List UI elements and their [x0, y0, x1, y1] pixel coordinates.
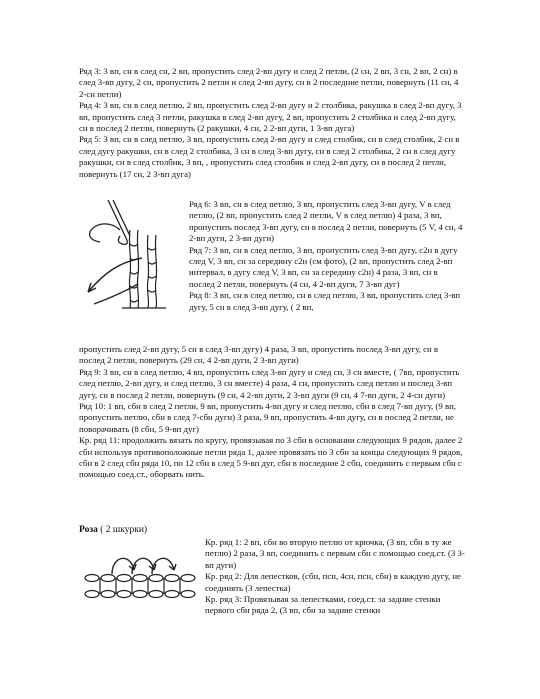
rose-row-3-text: Кр. ряд 3: Провязывая за лепестками, соед.ст. за задние стенки первого сбн ряда 2, (3 вп, сбн за задние стенки — [205, 594, 441, 616]
rose-row-1-text: Кр. ряд 1: 2 вп, сбн во вторую петлю от крючка, (3 вп, сбн в ту же петлю) 2 раза, 3 вп, соединить с первым сбн с помощью соед.ст. (3 3-вп дуги) — [205, 537, 465, 570]
row-9-text: Ряд 9: 3 вп, сн в след петлю, 4 вп, пропустить след 3-вп дугу и след сн, 3 сн вместе, ( 7вп, пропустить след петлю, 2-вп дугу, и след петлю, 3 сн вместе) 4 раза, 4 сн, пропустить след петлю и послед 3-вп дугу, сн в послед 2 петли, повернуть (9 сн, 4 2-вп дуги, 2 3-вп дуги (9 сн, 4 7-вп дуги, 2 4-сн дуги) — [79, 366, 460, 400]
row-8-continuation-text: пропустить след 2-вп дугу, 5 сн в след 3-вп дугу) 4 раза, 3 вп, пропустить послед 3-вп дугу, сн в послед 2 петли, повернуть (29 сн, 4 2-вп дуги, 2 3-вп дуги) — [79, 344, 439, 366]
rose-stitch-illustration — [82, 548, 197, 610]
row-11-text: Кр. ряд 11: продолжить вязать по кругу, провязывая по 3 сбн в основании следующих 9 рядов, далее 2 сбн используя противоположные петли ряда 1, далее провязать по 3 сбн за концы следующих 9 рядов, сбн в 2 след сбн ряда 10, по 12 сбн в след 5 9-вп дуг, сбн в последние 2 сбн, соединить с первым сбн с помощью соед.ст., оборвать нить. — [79, 435, 463, 480]
crochet-hook-illustration — [80, 200, 182, 310]
row-4-text: Ряд 4: 3 вп, сн в след петлю, 2 вп, пропустить след 2-вп дугу и 2 столбика, ракушка в след 2-вп дугу, 3 вп, пропустить след 3 петли, ракушка в след 2-вп дугу, 2 вп, пропустить 2 столбика и след 2-вп дугу, сн в послед 2 петли, повернуть (2 ракушки, 4 сн, 2 2-вп дуги, 1 3-вп дуга) — [79, 100, 462, 134]
row-10-text: Ряд 10: 1 вп, сбн в след 2 петли, 9 вп, пропустить 4-вп дугу и след петлю, сбн в след 7-вп дугу, (9 вп, пропустить петлю, сбн в след 7-сбн дуги) 3 раза, 9 вп, пропустить 4-вп дугу, сн в послед 2 петли, не поворачивать (8 сбн, 5 9-вп дуг) — [79, 401, 457, 434]
rose-section-heading — [79, 525, 147, 535]
row-3-text: Ряд 3: 3 вп, сн в след сн, 2 вп, пропустить след 2-вп дугу и след 2 петли, (2 сн, 2 вп, 3 сн, 2 вп, 2 сн) в след 3-вп дугу, 2 сн, пропустить 2 петли и след 2-вп дугу, сн в 2 последние петли, повернуть (11 сн, 4 2-сн петли) — [79, 66, 459, 99]
rose-title: Роза — [79, 525, 98, 535]
row-5-text: Ряд 5: 3 вп, сн в след петлю, 3 вп, пропустить след 2-вп дугу и след столбик, сн в след столбик, 2 сн в след дугу ракушки, сн в след 2 столбика, 3 сн в след 3-вп дугу, сн в след 2 столбика, 2 сн в след дугу ракушки, сн в след столбик, 3 вп, , пропустить след столбик и след 2-вп дугу, сн в послед 2 петли, повернуть (17 сн, 2 3-вп дуга) — [79, 134, 460, 179]
pattern-rows-3-5 — [79, 66, 465, 180]
rose-title-suffix: ( 2 шкурки) — [100, 525, 148, 535]
row-6-text: Ряд 6: 3 вп, сн в след петлю, 3 вп, пропустить след 3-вп дугу, V в след петлю, (2 вп, пропустить след 2 петли, V в след петлю) 4 раза, 3 вп, пропустить послед 3-вп дугу, сн в послед 2 петли, повернуть (5 V, 4 сн, 4 2-вп дуги, 2 3-вп дуги) — [189, 199, 463, 244]
pattern-rows-8-11 — [79, 344, 465, 481]
row-8-text: Ряд 8: 3 вп, сн в след петлю, сн в след петлю, 3 вп, пропустить след 3-вп дугу, 5 сн в след 3-вп дугу, ( 2 вп, — [189, 290, 461, 312]
rose-row-2-text: Кр. ряд 2: Для лепестков, (сбн, псн, 4сн, псн, сбн) в каждую дугу, не соединять (3 лепестка) — [205, 571, 461, 593]
rose-instructions — [205, 537, 465, 617]
row-7-text: Ряд 7: 3 вп, сн в след петлю, 3 вп, пропустить след 3-вп дугу, с2н в дугу след V, 3 вп, сн за середину с2н (см фото), (2 вп, пропустить след 2-вп интервал, в дугу след V, 3 вп, сн за середину с2н) 4 раза, 3 вп, сн в послед 2 петли, повернуть (4 сн, 4 2-вп дуги, 7 3-вп дуг) — [189, 244, 458, 289]
rows-6-8-text — [189, 199, 465, 313]
